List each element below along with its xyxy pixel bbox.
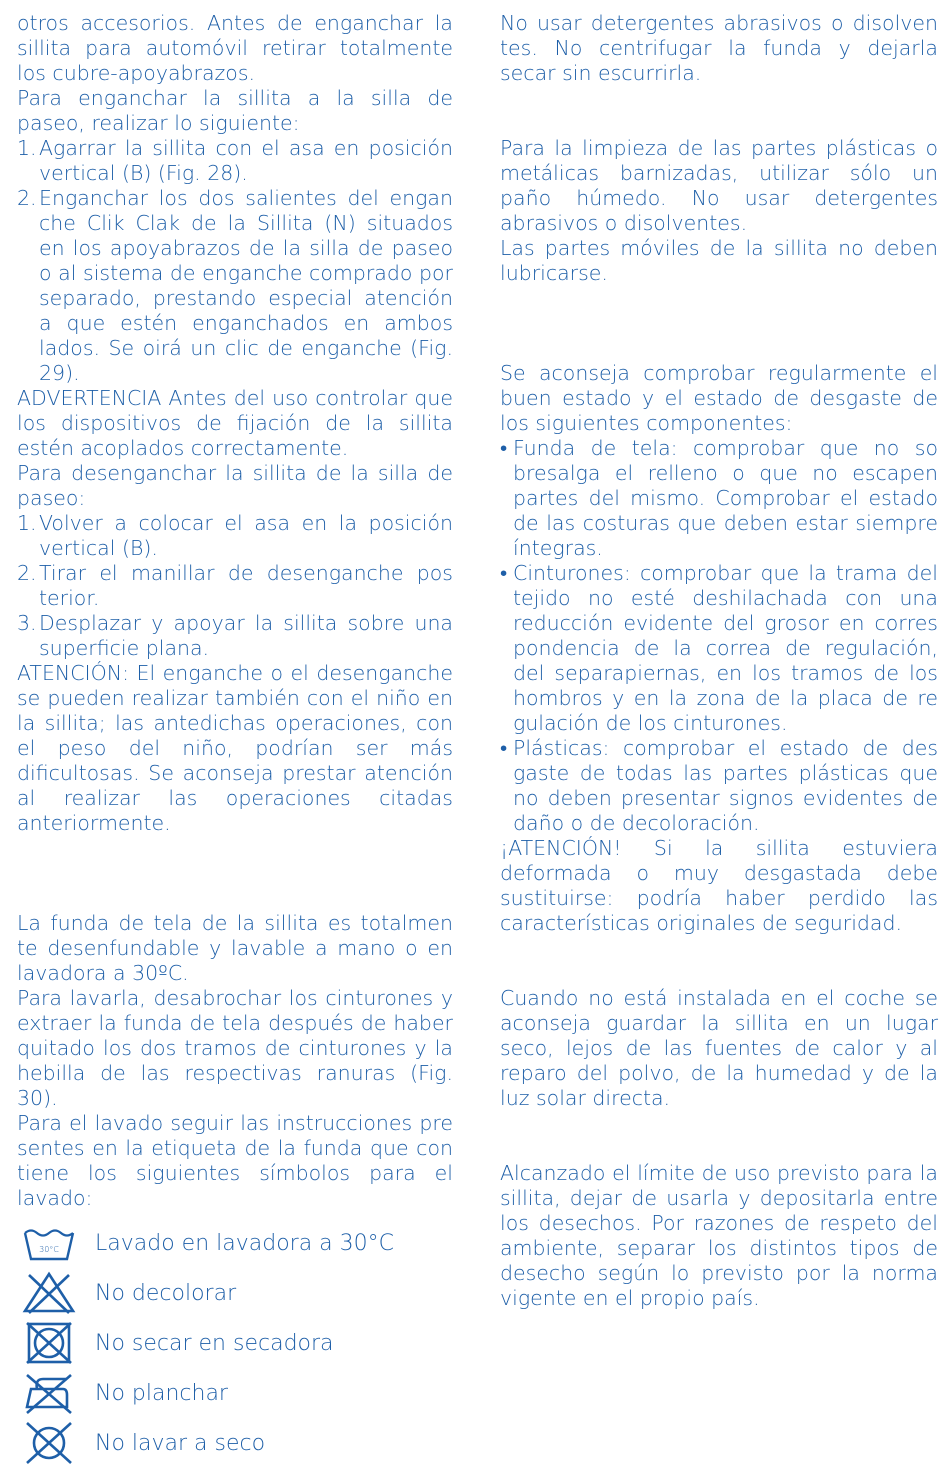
attach-intro: Para enganchar la sillita a la silla de paseo, realizar lo siguiente: — [17, 86, 453, 135]
wash-30-icon — [21, 1221, 77, 1265]
attention-deformed-paragraph: ¡ATENCIÓN! Si la sillita estuviera deformada o muy desgastada debe sustituirse: podría haber perdido las características originales de seguridad. — [500, 836, 938, 935]
wash-symbol-row — [17, 1218, 453, 1268]
disposal-paragraph: Alcanzado el límite de uso previsto para la sillita, dejar de usarla y depositarla entre los desechos. Por razones de respeto del ambiente, separar los distintos tipos de desecho según lo previsto por la norma vigente en el propio país. — [500, 1161, 938, 1310]
symbol-label: Lavado en lavadora a 30°C — [95, 1230, 394, 1256]
attention-paragraph: ATENCIÓN: El enganche o el desenganche se pueden realizar también con el niño en la sillita; las antedichas operaciones, con el peso del niño, podrían ser más dificultosas. Se aconseja prestar atención al realizar las operaciones citadas anteriormente. — [17, 661, 453, 835]
inspection-paragraph: Se aconseja comprobar regularmente el buen estado y el estado de desgaste de los siguientes componentes: — [500, 361, 938, 435]
attach-steps-list — [17, 136, 453, 386]
label-paragraph: Para el lavado seguir las instrucciones pre sentes en la etiqueta de la funda que con tiene los siguientes símbolos para el lavado: — [17, 1111, 453, 1210]
list-item: 2. Tirar el manillar de desenganche pos terior. — [17, 561, 453, 610]
no-dry-clean-icon — [21, 1421, 77, 1465]
no-tumble-dry-icon — [21, 1321, 77, 1365]
svg-text:30°C: 30°C — [39, 1245, 59, 1254]
wash-symbol-row — [17, 1368, 453, 1418]
list-item: • Cinturones: comprobar que la trama del tejido no esté deshilachada con una reducción evidente del grosor en corres pondencia de la correa de regulación, del separapiernas, en los tramos de los hombros y en la zona de la placa de re gulación de los cinturones. — [500, 561, 938, 735]
cover-paragraph: La funda de tela de la sillita es totalmen te desenfundable y lavable a mano o en lavadora a 30ºC. — [17, 911, 453, 985]
list-item: • Plásticas: comprobar el estado de des gaste de todas las partes plásticas que no deben presentar signos evidentes de daño o de decoloración. — [500, 736, 938, 835]
list-item: • Funda de tela: comprobar que no so bresalga el relleno o que no escapen partes del mismo. Comprobar el estado de las costuras que deben estar siempre íntegras. — [500, 436, 938, 560]
inspection-list — [500, 436, 938, 836]
right-column — [500, 11, 938, 1311]
symbol-label: No planchar — [95, 1380, 228, 1406]
wash-symbol-row — [17, 1418, 453, 1468]
wash-instructions-paragraph: Para lavarla, desabrochar los cinturones y extraer la funda de tela después de haber quitado los dos tramos de cinturones y la hebilla de las respectivas ranuras (Fig. 30). — [17, 986, 453, 1110]
warning-paragraph: ADVERTENCIA Antes del uso controlar que los dispositivos de fijación de la sillita estén acoplados correctamente. — [17, 386, 453, 460]
list-item: 1. Agarrar la sillita con el asa en posición vertical (B) (Fig. 28). — [17, 136, 453, 185]
no-bleach-icon — [21, 1271, 77, 1315]
wash-symbol-row — [17, 1318, 453, 1368]
list-item: 3. Desplazar y apoyar la sillita sobre una superficie plana. — [17, 611, 453, 660]
plastic-cleaning-paragraph: Para la limpieza de las partes plásticas o metálicas barnizadas, utilizar sólo un paño húmedo. No usar detergentes abrasivos o disolventes. — [500, 136, 938, 235]
left-column — [17, 11, 453, 1468]
list-item: 1. Volver a colocar el asa en la posición vertical (B). — [17, 511, 453, 560]
no-iron-icon — [21, 1371, 77, 1415]
wash-symbols-list — [17, 1218, 453, 1468]
symbol-label: No secar en secadora — [95, 1330, 334, 1356]
detach-intro: Para desenganchar la sillita de la silla de paseo: — [17, 461, 453, 510]
storage-paragraph: Cuando no está instalada en el coche se aconseja guardar la sillita en un lugar seco, lejos de las fuentes de calor y al reparo del polvo, de la humedad y de la luz solar directa. — [500, 986, 938, 1110]
list-item: 2. Enganchar los dos salientes del engan che Clik Clak de la Sillita (N) situados en los apoyabrazos de la silla de paseo o al sistema de enganche comprado por separado, prestando especial atención a que estén enganchados en ambos lados. Se oirá un clic de enganche (Fig. 29). — [17, 186, 453, 385]
symbol-label: No lavar a seco — [95, 1430, 266, 1456]
symbol-label: No decolorar — [95, 1280, 237, 1306]
detergent-paragraph: No usar detergentes abrasivos o disolven tes. No centrifugar la funda y dejarla secar sin escurrirla. — [500, 11, 938, 85]
lubrication-paragraph: Las partes móviles de la sillita no deben lubricarse. — [500, 236, 938, 285]
intro-paragraph: otros accesorios. Antes de enganchar la sillita para automóvil retirar totalmente los cubre-apoyabrazos. — [17, 11, 453, 85]
detach-steps-list — [17, 511, 453, 661]
wash-symbol-row — [17, 1268, 453, 1318]
